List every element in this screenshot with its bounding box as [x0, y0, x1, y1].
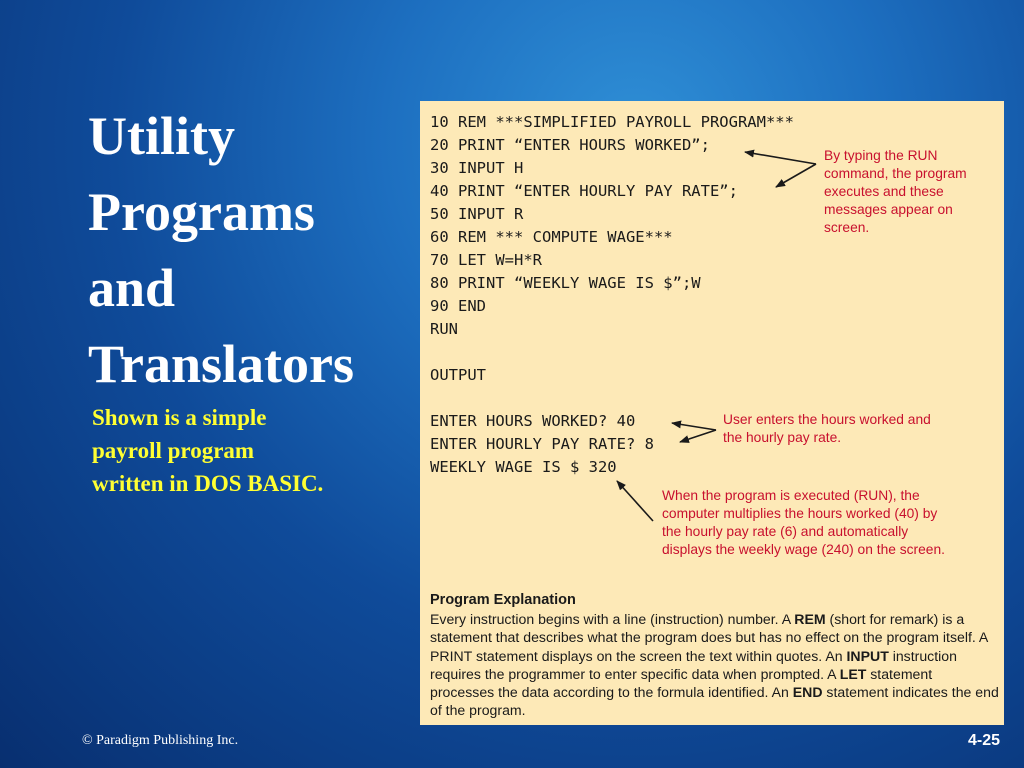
- explanation-segment: instruction requires the programmer to enter specific data when prompted. A: [430, 647, 957, 682]
- arrow-to-rate-input: [680, 430, 716, 442]
- slide-title: [88, 98, 418, 402]
- subtitle-line: payroll program: [92, 438, 255, 463]
- slide-subtitle: [92, 401, 392, 500]
- keyword-end: END: [792, 684, 823, 701]
- output-line: ENTER HOURS WORKED? 40: [430, 412, 636, 430]
- code-line: 10 REM ***SIMPLIFIED PAYROLL PROGRAM***: [430, 113, 794, 131]
- output-line: WEEKLY WAGE IS $ 320: [430, 458, 617, 476]
- code-line: 20 PRINT “ENTER HOURS WORKED”;: [430, 136, 710, 154]
- arrow-to-line-40: [776, 164, 816, 187]
- code-line: 30 INPUT H: [430, 159, 524, 177]
- arrow-to-hours-input: [672, 423, 716, 430]
- title-line: Translators: [88, 334, 354, 394]
- code-line: 40 PRINT “ENTER HOURLY PAY RATE”;: [430, 182, 738, 200]
- output-line: ENTER HOURLY PAY RATE? 8: [430, 435, 654, 453]
- annotation-line: screen.: [824, 220, 870, 235]
- annotation-line: the hourly pay rate.: [723, 430, 842, 445]
- annotation-line: executes and these: [824, 184, 944, 199]
- page-number: 4-25: [967, 732, 1000, 749]
- keyword-rem: REM: [794, 611, 826, 627]
- code-line: 80 PRINT “WEEKLY WAGE IS $”;W: [430, 274, 701, 292]
- code-line: 70 LET W=H*R: [430, 251, 542, 269]
- annotation-line: messages appear on: [824, 202, 953, 217]
- explanation-heading: Program Explanation: [430, 592, 576, 608]
- annotation-line: the hourly pay rate (6) and automatically: [662, 524, 909, 539]
- keyword-input: INPUT: [846, 647, 889, 664]
- explanation-segment: Every instruction begins with a line (instruction) number. A: [430, 611, 795, 627]
- annotation-line: By typing the RUN: [824, 148, 938, 163]
- title-line: and: [88, 258, 176, 318]
- annotation-line: User enters the hours worked and: [723, 412, 931, 427]
- program-figure: [420, 101, 1004, 725]
- annotation-line: computer multiplies the hours worked (40) by: [662, 506, 938, 521]
- explanation-segment: (short for remark) is a statement that describes what the program does but has no effect on the program itself. A PRINT statement displays on the screen the text within quotes. An: [430, 611, 988, 664]
- copyright-footer: © Paradigm Publishing Inc.: [82, 733, 239, 748]
- annotation-line: When the program is executed (RUN), the: [662, 488, 920, 503]
- annotation-line: command, the program: [824, 166, 967, 181]
- explanation-segment: statement processes the data according to the formula identified. An: [430, 665, 933, 701]
- explanation-text: [430, 610, 1000, 720]
- title-line: Programs: [88, 182, 315, 242]
- subtitle-line: written in DOS BASIC.: [92, 471, 324, 496]
- code-line: 50 INPUT R: [430, 205, 524, 223]
- code-line: 90 END: [430, 297, 486, 315]
- code-line: RUN: [430, 320, 458, 338]
- annotation-line: displays the weekly wage (240) on the screen.: [662, 542, 945, 557]
- arrow-to-weekly-wage: [617, 481, 653, 521]
- code-line: 60 REM *** COMPUTE WAGE***: [430, 228, 673, 246]
- arrow-to-line-20: [745, 152, 816, 164]
- output-label-text: OUTPUT: [430, 366, 486, 384]
- explanation-segment: statement indicates the end of the program.: [430, 684, 999, 719]
- keyword-let: LET: [839, 665, 867, 682]
- subtitle-line: Shown is a simple: [92, 405, 267, 430]
- title-line: Utility: [88, 106, 235, 166]
